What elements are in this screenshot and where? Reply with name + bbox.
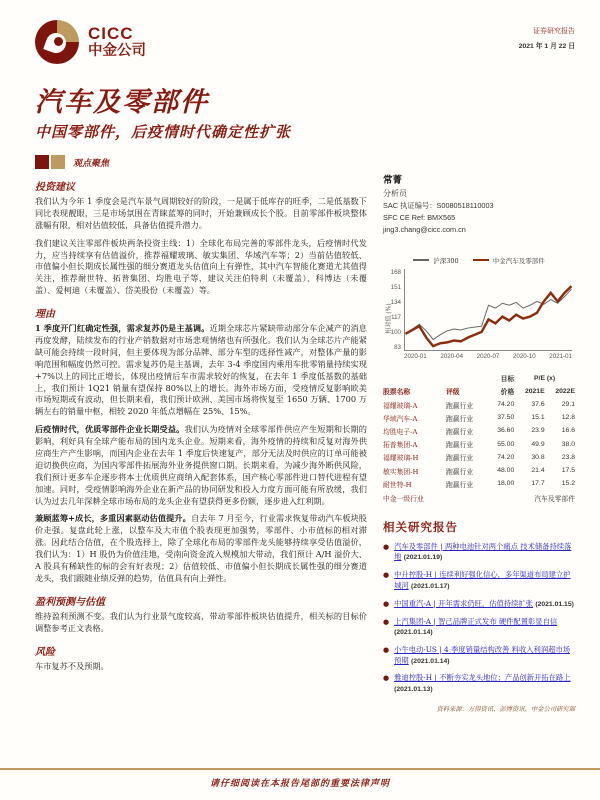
report-link[interactable]: 汽车及零部件 | 两种电池针对两个痛点 技术储备持续落地 <box>394 541 572 562</box>
reason-2-lead: 后疫情时代，优质零部件企业长期受益。 <box>35 424 185 435</box>
list-item <box>383 542 575 563</box>
legal-disclaimer: 请仔细阅读在本报告尾部的重要法律声明 <box>209 779 390 789</box>
chart-legend <box>383 256 575 265</box>
col-rating: 评级 <box>445 388 460 397</box>
main-text-column <box>35 178 367 679</box>
report-date-label: (2021.01.19) <box>403 554 443 562</box>
target-price-table <box>383 372 575 505</box>
table-industry-row <box>383 490 575 505</box>
stock-pe-2022: 38.0 <box>561 440 575 448</box>
legend-label-csi300: 沪深300 <box>433 256 459 265</box>
list-item <box>383 617 575 638</box>
chart-x-ticks <box>404 353 572 360</box>
investment-paragraph-1: 我们认为今年 1 季度会是汽车景气周期较好的阶段，一是属于低库存的旺季，二是低基数下同比表现靓眼，三是市场氛围在青睐蓝筹的同时，开始兼顾成长个股。目前零部件板块整体涨幅有限，相对估值较低，具备估值提升潜力。 <box>35 196 367 230</box>
bullet-icon: ● <box>383 571 390 580</box>
x-tick: 2020-10 <box>512 352 536 360</box>
stock-pe-2022: 12.8 <box>561 414 575 422</box>
reason-3-text: 自去年 7 月至今，行业需求恢复带动汽车板块股价走强。复盘此轮上涨，以整车及大市值个股表现更加强势，零部件、小市值标的相对滞涨。因此结合估值，在个股选择上，除了全球化布局的零部件龙头能够持续享受估值溢价，我们认为：1）H 股仍为价值洼地，受南向资金流入规模加大带动，我们预计 A/H 溢价大、A 股具有稀缺性的标的会有好表现；2）估值较低、市值偏小但长期成长属性强的细分赛道龙头，我们跟随业绩反弹的趋势，估值具有向上弹性。 <box>35 513 367 583</box>
y-tick: 134 <box>390 298 401 306</box>
stock-pe-2021: 17.7 <box>531 480 545 488</box>
chart-plot <box>404 269 572 351</box>
stock-rating: 跑赢行业 <box>445 414 474 423</box>
stock-target-price: 36.60 <box>497 427 515 435</box>
focus-banner <box>35 155 109 169</box>
stock-rating: 跑赢行业 <box>445 467 474 476</box>
y-tick: 117 <box>391 313 401 321</box>
list-item <box>383 599 575 610</box>
stock-pe-2022: 23.8 <box>561 453 575 461</box>
analyst-role: 分析员 <box>383 189 407 198</box>
reason-paragraph-3 <box>35 513 367 584</box>
legend-item-autoparts <box>473 256 545 265</box>
cicc-logo <box>35 20 146 64</box>
stock-target-price: 37.50 <box>497 414 515 422</box>
investment-paragraph-2: 我们建议关注零部件板块两条投资主线：1）全球化布局完善的零部件龙头，后疫情时代发力，应当持续享有估值溢价，推荐福耀玻璃、敏实集团、华域汽车等；2）当前估值较低、市值偏小但长期成长属性强的细分赛道龙头估值向上有弹性，其中汽车智能化赛道尤其值得关注，推荐耐世特、拓普集团、均胜电子等，建议关注伯特利（未覆盖）、科博达（未覆盖）、爱柯迪（未覆盖）、岱美股份（未覆盖）等。 <box>35 237 367 296</box>
reason-paragraph-1 <box>35 323 367 418</box>
stock-pe-2021: 30.8 <box>531 453 545 461</box>
bullet-icon: ● <box>383 599 390 608</box>
stock-pe-2021: 15.1 <box>531 414 545 422</box>
focus-label: 观点聚焦 <box>73 158 110 169</box>
header-meta <box>519 26 575 50</box>
cicc-logo-icon <box>35 20 79 64</box>
page-title: 汽车及零部件 <box>35 87 209 118</box>
stock-rating: 跑赢行业 <box>445 427 474 436</box>
report-type-label: 证券研究报告 <box>533 27 575 35</box>
reason-1-text: 近期全球芯片紧缺带动部分车企减产的消息再度发酵，陆续发布的行业产销数据对市场悲观情绪也有所强化。我们认为全球芯片产能紧缺可能会持续一段时间，但主要体现为部分品牌、部分车型的选择性减产，对整体产量的影响范围和幅度仍然可控。需求复苏仍是主基调，去年 3-4 季度国内乘用车批零销量持续实现+7%以上的同比正增长，体现出疫情后车市需求较好的恢复，在去年 1 季度低基数的基础上，我们预计 1Q21 销量有望保持 80%以上的增长。海外市场方面，受疫情反复影响欧美市场短期或有波动，但长期来看，我们预计欧洲、美国市场将恢复至 1650 万辆、1700 万辆左右的销量中枢，相较 2020 年低点增幅在 25%、15%。 <box>35 323 367 417</box>
report-date-label: (2021.01.14) <box>394 629 433 637</box>
bullet-icon: ● <box>383 617 390 626</box>
analyst-email[interactable]: jing3.chang@cicc.com.cn <box>383 225 466 235</box>
legend-swatch <box>473 259 489 262</box>
bullet-icon: ● <box>383 542 390 551</box>
focus-square-gold <box>51 155 65 169</box>
reason-3-lead: 兼顾蓝筹+成长，多重因素驱动估值提升。 <box>35 513 191 524</box>
table-row <box>383 398 575 411</box>
industry-row-value: 汽车及零部件 <box>534 495 575 504</box>
stock-pe-2021: 37.6 <box>531 401 545 409</box>
stock-name: 拓普集团-A <box>383 441 418 450</box>
stock-pe-2021: 49.9 <box>531 440 545 448</box>
x-tick: 2020-01 <box>404 352 427 360</box>
report-link[interactable]: 小牛电动-US | 4 季度销量结构改善 料收入利润超市场预期 <box>394 645 571 665</box>
legend-item-csi300 <box>413 256 458 265</box>
table-header-row-2 <box>383 385 575 398</box>
stock-name: 耐世特-H <box>383 480 412 489</box>
list-item <box>383 645 575 666</box>
stock-pe-2022: 29.1 <box>561 401 575 409</box>
section-heading-reasons: 理由 <box>35 309 55 321</box>
col-2022e: 2022E <box>555 387 575 395</box>
chart-y-axis-label: 相对值 (%) <box>385 302 393 334</box>
page-subtitle: 中国零部件，后疫情时代确定性扩张 <box>35 123 292 141</box>
report-link[interactable]: 上汽集团-A | 智己品牌正式发布 硬件配置彰显自信 <box>394 616 558 626</box>
table-row <box>383 477 575 490</box>
stock-pe-2022: 15.2 <box>561 480 575 488</box>
col-stock-name: 股票名称 <box>383 388 411 397</box>
report-link[interactable]: 中国重汽-A | 开年需求仍旺，估值持续扩张 <box>394 598 533 608</box>
reason-1-lead: 1 季度开门红确定性强，需求复苏仍是主基调。 <box>35 323 210 334</box>
analyst-sac-number: SAC 执证编号：S0080518110003 <box>383 201 494 210</box>
analyst-sfc-ref: SFC CE Ref: BMX565 <box>383 213 456 223</box>
relative-performance-chart <box>383 256 575 360</box>
stock-name: 福耀玻璃-A <box>383 401 418 410</box>
analyst-name: 常菁 <box>383 175 403 186</box>
bullet-icon: ● <box>383 646 390 654</box>
table-row <box>383 424 575 437</box>
section-heading-risk: 风险 <box>35 646 55 658</box>
report-date-label: (2021.01.14) <box>411 657 450 665</box>
bullet-icon: ● <box>383 674 390 683</box>
industry-row-label: 中金一级行业 <box>383 495 424 504</box>
reason-2-text: 我们认为疫情对全球零部件供应产生短期和长期的影响，利好具有全球产能布局的国内龙头企业。短期来看，海外疫情的持续和反复对海外供应商生产产生影响，而国内企业在去年 1 季度后快速复产，部分无法及时供应的订单可能被迫切换供应商，为国内零部件拓展海外业务提供窗口期。长期来看，为减少海外断供风险，我们预计更多车企逐步将本土优质供应商纳入配套体系，国产核心零部件进口替代进程有望加速。同时，受疫情影响海外企业在新产品的协同研发和投入力度方面可能有所放缓，我们认为过去几年深耕全球市场布局的龙头企业有望获得更多份额，逐步进入红利期。 <box>35 424 367 506</box>
report-date-label: (2021.01.17) <box>411 582 450 590</box>
report-link[interactable]: 雅迪控股-H | 不断夯实龙头地位；产品创新开拓在路上 <box>394 673 571 683</box>
col-target-line2: 价格 <box>500 389 515 397</box>
report-date: 2021 年 1 月 22 日 <box>518 43 575 50</box>
sidebar <box>383 172 575 713</box>
stock-pe-2021: 23.9 <box>531 427 545 435</box>
focus-square-maroon <box>35 155 49 169</box>
x-tick: 2020-07 <box>476 352 500 360</box>
chart-plot-area <box>383 269 575 351</box>
forecast-paragraph: 维持盈利预测不变。我们认为行业景气度较高，带动零部件板块估值提升，相关标的目标价调整参考正文表格。 <box>35 610 367 633</box>
stock-name: 华域汽车-A <box>383 414 418 423</box>
report-date-label: (2021.01.13) <box>394 686 433 693</box>
stock-target-price: 74.20 <box>497 453 515 461</box>
table-row <box>383 438 575 451</box>
table-row <box>383 451 575 464</box>
legend-label-autoparts: 中金汽车及零部件 <box>492 256 545 265</box>
stock-name: 均胜电子-A <box>383 427 418 436</box>
stock-name: 敏实集团-H <box>383 467 419 476</box>
legend-swatch <box>413 259 429 261</box>
logo-swirl-dot <box>54 37 63 46</box>
table-header-row-1 <box>383 372 575 385</box>
stock-pe-2022: 17.5 <box>561 467 575 475</box>
report-link[interactable]: 中升控股-H | 连续利好强化信心，多年渠道布局建立护城河 <box>394 570 571 590</box>
list-item <box>383 570 575 591</box>
report-date-label: (2021.01.15) <box>535 600 574 608</box>
x-tick: 2020-04 <box>440 352 464 360</box>
related-reports-heading: 相关研究报告 <box>383 519 458 534</box>
footer-divider <box>0 768 600 770</box>
section-heading-forecast: 盈利预测与估值 <box>35 596 105 608</box>
table-row <box>383 411 575 424</box>
stock-rating: 跑赢行业 <box>445 401 474 410</box>
y-tick: 83 <box>394 343 401 351</box>
stock-rating: 跑赢行业 <box>445 480 474 489</box>
logo-text-cn: 中金公司 <box>88 42 146 60</box>
logo-text-en: CICC <box>88 24 134 44</box>
list-item <box>383 673 575 694</box>
stock-name: 福耀玻璃-H <box>383 454 419 463</box>
y-tick: 168 <box>390 268 401 276</box>
stock-target-price: 18.00 <box>497 480 515 488</box>
section-heading-investment: 投资建议 <box>35 182 75 193</box>
stock-pe-2022: 16.6 <box>561 427 575 435</box>
table-row <box>383 464 575 477</box>
stock-pe-2021: 21.4 <box>531 467 545 475</box>
risk-paragraph: 车市复苏不及预期。 <box>35 660 109 671</box>
stock-rating: 跑赢行业 <box>445 454 474 463</box>
data-source-note: 资料来源：万得资讯、彭博资讯、中金公司研究部 <box>436 705 575 713</box>
stock-target-price: 74.20 <box>497 401 515 409</box>
col-pe: P/E (x) <box>534 374 556 382</box>
y-tick: 151 <box>390 283 401 291</box>
logo-text <box>88 25 146 58</box>
y-tick: 100 <box>390 328 401 336</box>
stock-target-price: 48.00 <box>497 467 515 475</box>
col-target-line1: 目标 <box>500 376 515 384</box>
col-2021e: 2021E <box>524 387 545 395</box>
stock-target-price: 55.00 <box>497 440 515 448</box>
reason-paragraph-2 <box>35 424 367 507</box>
x-tick: 2021-01 <box>549 352 572 360</box>
stock-rating: 跑赢行业 <box>445 441 474 450</box>
